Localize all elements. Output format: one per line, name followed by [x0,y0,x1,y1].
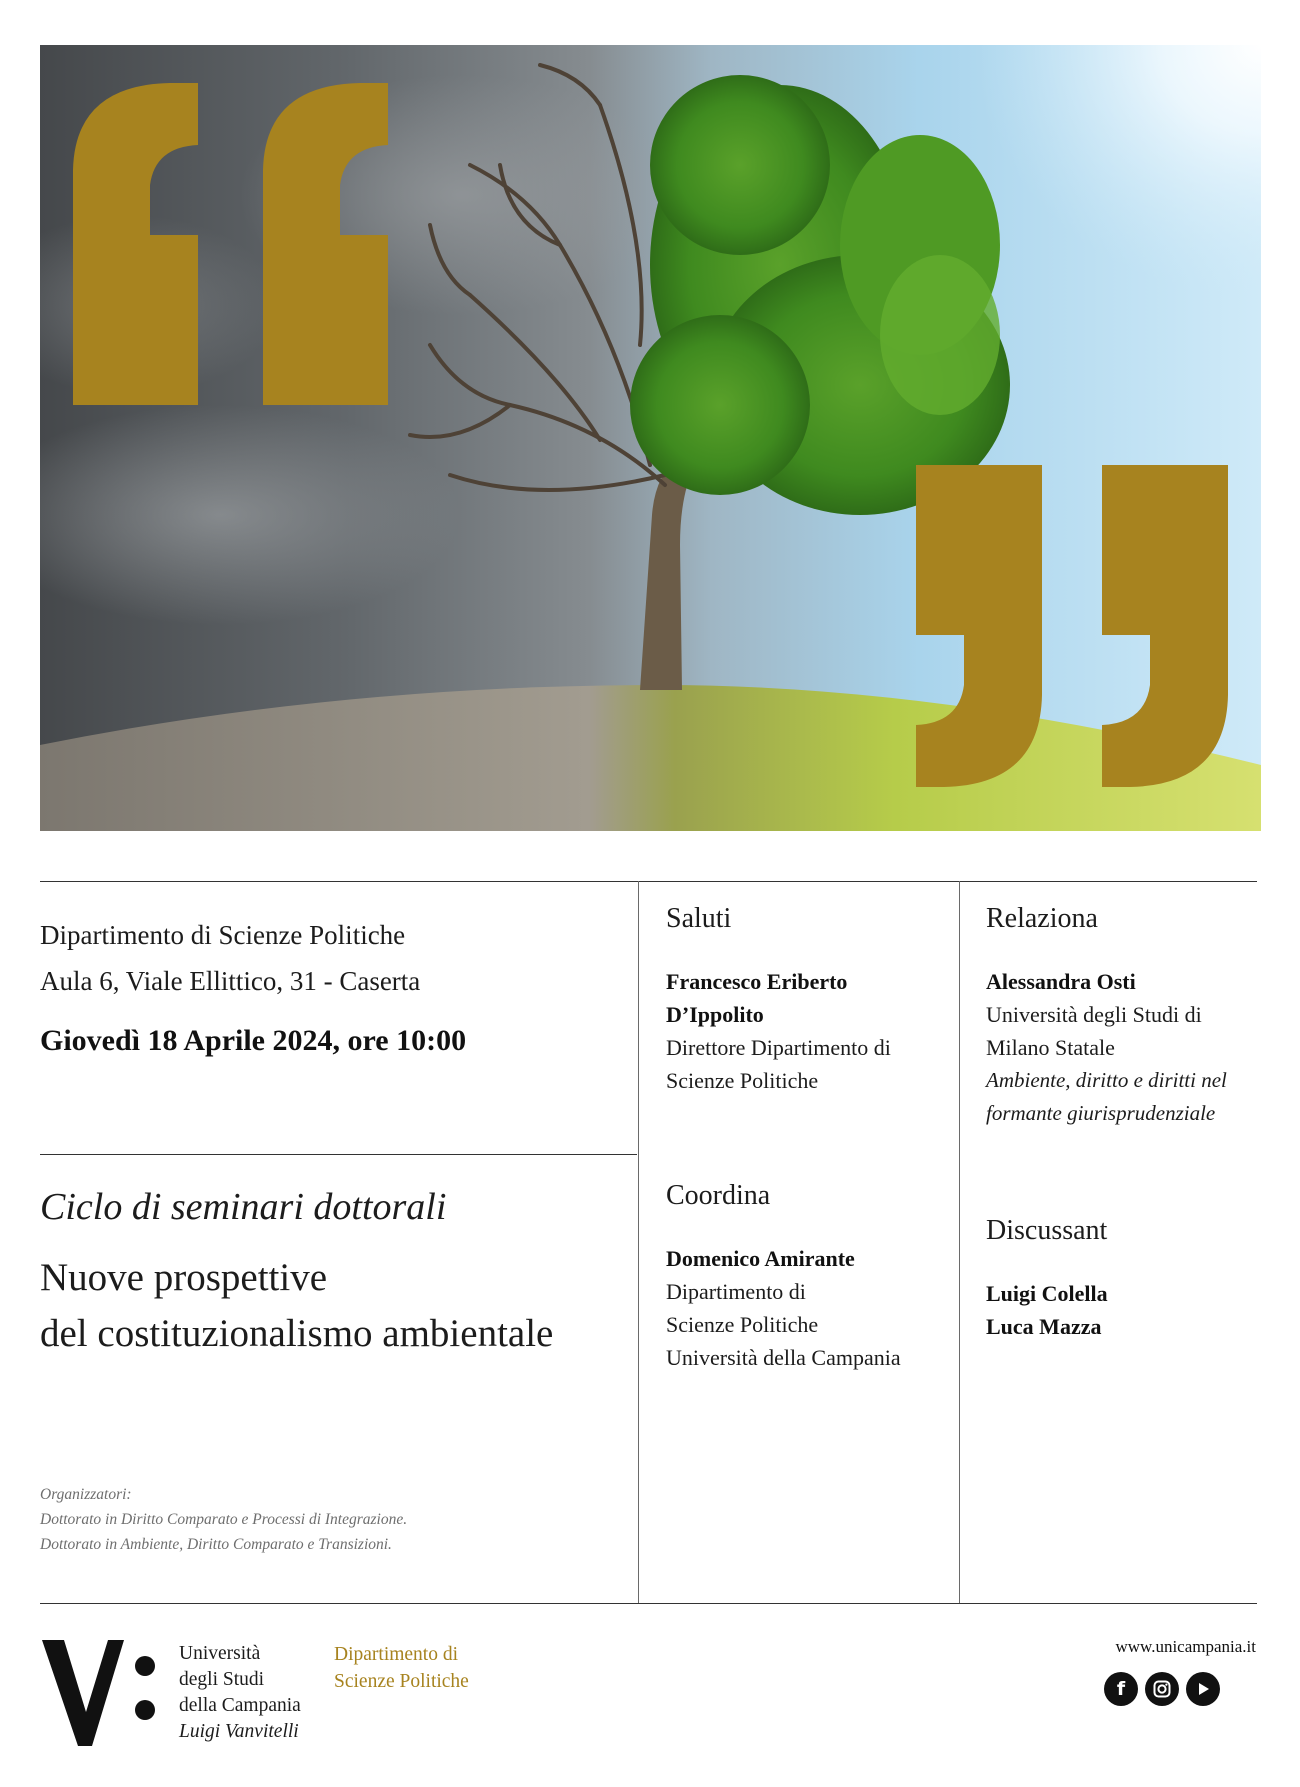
organizers-label: Organizzatori: [40,1486,132,1503]
event-date: Giovedì 18 Aprile 2024, ore 10:00 [40,1024,467,1057]
organizer-1: Dottorato in Diritto Comparato e Processi di Integrazione. [40,1511,408,1528]
venue-address: Aula 6, Viale Ellittico, 31 - Caserta [40,966,421,996]
university-line-3: della Campania [179,1695,301,1716]
seminar-series: Ciclo di seminari dottorali [40,1186,447,1228]
tree-illustration [40,45,1261,831]
university-name [179,1641,301,1745]
coordina-role-line-2: Scienze Politiche [666,1312,819,1337]
saluti-role-line-2: Scienze Politiche [666,1068,819,1093]
coordina-role-line-3: Università della Campania [666,1345,901,1370]
left-mid-divider [40,1154,637,1155]
department-logo-text [334,1641,469,1695]
department-line-2: Scienze Politiche [334,1671,469,1692]
relaziona-affiliation-line-1: Università degli Studi di [986,1002,1202,1027]
vanvitelli-v-logo-icon [42,1640,162,1750]
coordina-section [666,1180,901,1374]
coordina-name: Domenico Amirante [666,1246,855,1271]
youtube-icon[interactable] [1186,1672,1220,1706]
university-line-2: degli Studi [179,1669,265,1690]
social-links [1104,1672,1220,1706]
website-link[interactable]: www.unicampania.it [1115,1637,1256,1656]
discussant-name-2: Luca Mazza [986,1314,1102,1339]
column-divider-2 [959,881,960,1603]
coordina-heading: Coordina [666,1180,771,1211]
event-title [40,1250,553,1362]
top-divider [40,881,1257,882]
relaziona-affiliation-line-2: Milano Statale [986,1035,1115,1060]
relaziona-topic-line-2: formante giurisprudenziale [986,1101,1216,1125]
organizer-2: Dottorato in Ambiente, Diritto Comparato e Transizioni. [40,1536,392,1553]
title-line-2: del costituzionalismo ambientale [40,1312,554,1355]
department-line-1: Dipartimento di [334,1644,459,1665]
saluti-heading: Saluti [666,903,732,934]
discussant-name-1: Luigi Colella [986,1281,1108,1306]
university-line-4: Luigi Vanvitelli [179,1721,299,1742]
relaziona-section [986,903,1227,1130]
title-line-1: Nuove prospettive [40,1256,328,1299]
bottom-divider [40,1603,1257,1604]
event-venue [40,912,420,1004]
saluti-role-line-1: Direttore Dipartimento di [666,1035,891,1060]
relaziona-name: Alessandra Osti [986,969,1136,994]
saluti-section [666,903,891,1097]
discussant-heading: Discussant [986,1215,1108,1246]
university-logo [42,1640,162,1754]
coordina-role-line-1: Dipartimento di [666,1279,806,1304]
relaziona-heading: Relaziona [986,903,1098,934]
hero-image [40,45,1261,831]
discussant-section [986,1215,1108,1343]
saluti-name-line-1: Francesco Eriberto [666,969,848,994]
saluti-name-line-2: D’Ippolito [666,1002,764,1027]
relaziona-topic-line-1: Ambiente, diritto e diritti nel [986,1068,1227,1092]
facebook-icon[interactable]: f [1104,1672,1138,1706]
instagram-icon[interactable] [1145,1672,1179,1706]
university-line-1: Università [179,1643,261,1664]
venue-department: Dipartimento di Scienze Politiche [40,920,406,950]
organizers [40,1482,407,1557]
column-divider-1 [638,881,639,1603]
